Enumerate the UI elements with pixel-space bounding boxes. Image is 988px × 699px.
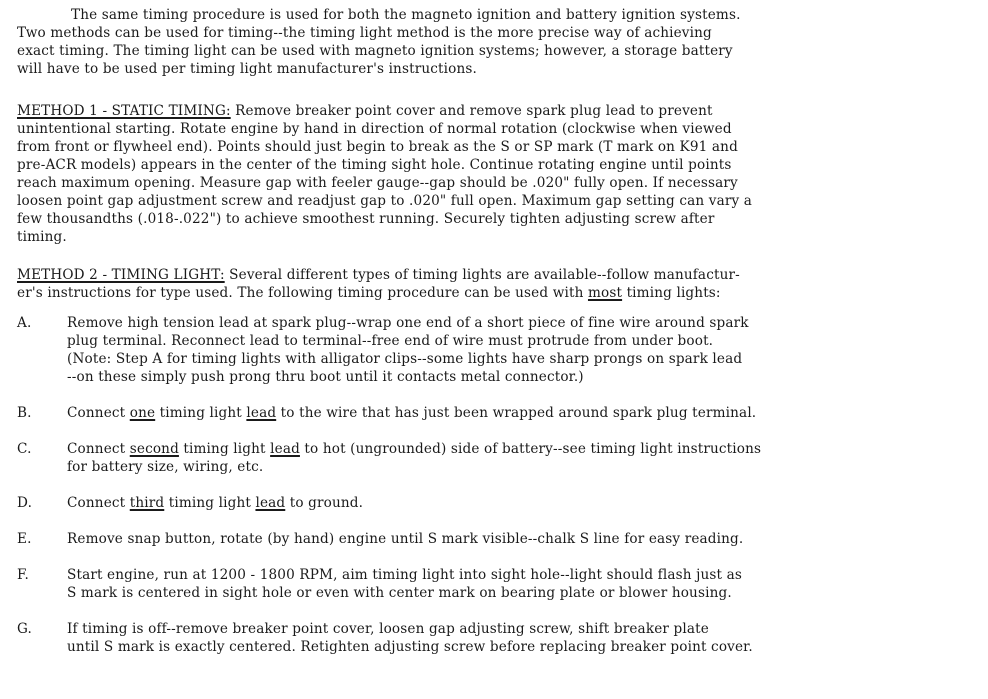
step-a (17, 314, 966, 386)
method-2-text: timing lights: (622, 285, 721, 301)
method-2-section (17, 266, 966, 656)
step-text: to ground. (285, 495, 364, 511)
method-2-heading: METHOD 2 - TIMING LIGHT: (17, 267, 225, 283)
step-line: (Note: Step A for timing lights with alligator clips--some lights have sharp prongs on spark lead (67, 351, 743, 367)
step-e (17, 530, 966, 548)
step-line: S mark is centered in sight hole or even with center mark on bearing plate or blower housing. (67, 585, 732, 601)
method-1-text: Remove breaker point cover and remove spark plug lead to prevent (230, 103, 713, 119)
method-1-line: timing. (17, 229, 67, 245)
step-text: Connect (67, 405, 130, 421)
step-body (67, 440, 966, 476)
step-body (67, 566, 966, 602)
step-letter: B. (17, 405, 32, 421)
step-letter: G. (17, 621, 32, 637)
emphasis-lead: lead (255, 495, 286, 511)
step-line (67, 440, 966, 458)
method-1-line: from front or flywheel end). Points should just begin to break as the S or SP mark (T mark on K91 and (17, 139, 738, 155)
step-text: timing light (155, 405, 247, 421)
emphasis-lead: lead (246, 405, 277, 421)
step-letter: C. (17, 441, 32, 457)
method-1-first-line (17, 102, 966, 120)
step-letter: D. (17, 495, 33, 511)
method-1-line: unintentional starting. Rotate engine by hand in direction of normal rotation (clockwise when viewed (17, 121, 732, 137)
step-body: Remove snap button, rotate (by hand) engine until S mark visible--chalk S line for easy reading. (67, 531, 744, 547)
step-text: to the wire that has just been wrapped around spark plug terminal. (276, 405, 757, 421)
intro-paragraph (17, 6, 966, 78)
step-body (67, 620, 966, 656)
method-1-line: few thousandths (.018-.022") to achieve smoothest running. Securely tighten adjusting screw after (17, 211, 715, 227)
step-letter: E. (17, 531, 32, 547)
method-2-text: Several different types of timing lights are available--follow manufactur- (224, 267, 740, 283)
step-f (17, 566, 966, 602)
step-line: --on these simply push prong thru boot until it contacts metal connector.) (67, 369, 584, 385)
step-body (67, 404, 966, 422)
intro-line: will have to be used per timing light manufacturer's instructions. (17, 61, 477, 77)
step-body (67, 314, 966, 386)
step-line: If timing is off--remove breaker point cover, loosen gap adjusting screw, shift breaker plate (67, 621, 709, 637)
emphasis-most: most (587, 285, 623, 301)
intro-line: exact timing. The timing light can be used with magneto ignition systems; however, a storage battery (17, 43, 733, 59)
step-line: for battery size, wiring, etc. (67, 459, 264, 475)
step-b (17, 404, 966, 422)
step-d (17, 494, 966, 512)
step-text: timing light (178, 441, 271, 457)
step-c (17, 440, 966, 476)
steps-list (17, 314, 966, 656)
step-text: timing light (164, 495, 256, 511)
emphasis-third: third (129, 495, 165, 511)
step-text: to hot (ungrounded) side of battery--see timing light instructions (299, 441, 762, 457)
method-2-first-line (17, 266, 966, 284)
step-text: Connect (67, 441, 130, 457)
step-letter: A. (17, 315, 32, 331)
method-1-line: loosen point gap adjustment screw and readjust gap to .020" full open. Maximum gap setting can vary a (17, 193, 753, 209)
method-1-line: reach maximum opening. Measure gap with feeler gauge--gap should be .020" fully open. If necessary (17, 175, 738, 191)
step-line: Remove high tension lead at spark plug--wrap one end of a short piece of fine wire around spark (67, 315, 749, 331)
method-1-section (17, 102, 966, 246)
step-letter: F. (17, 567, 29, 583)
intro-line: Two methods can be used for timing--the timing light method is the more precise way of achieving (17, 25, 712, 41)
method-1-line: pre-ACR models) appears in the center of the timing sight hole. Continue rotating engine until points (17, 157, 732, 173)
method-1-heading: METHOD 1 - STATIC TIMING: (17, 103, 231, 119)
step-g (17, 620, 966, 656)
intro-line: The same timing procedure is used for both the magneto ignition and battery ignition systems. (71, 7, 741, 23)
step-body (67, 494, 966, 512)
step-line: until S mark is exactly centered. Retighten adjusting screw before replacing breaker point cover. (67, 639, 753, 655)
emphasis-one: one (129, 405, 156, 421)
emphasis-lead: lead (270, 441, 300, 457)
step-line: Start engine, run at 1200 - 1800 RPM, aim timing light into sight hole--light should flash just as (67, 567, 742, 583)
step-line: plug terminal. Reconnect lead to terminal--free end of wire must protrude from under boot. (67, 333, 714, 349)
method-2-text: er's instructions for type used. The following timing procedure can be used with (17, 285, 588, 301)
emphasis-second: second (129, 441, 179, 457)
step-text: Connect (67, 495, 130, 511)
method-2-second-line (17, 284, 966, 302)
